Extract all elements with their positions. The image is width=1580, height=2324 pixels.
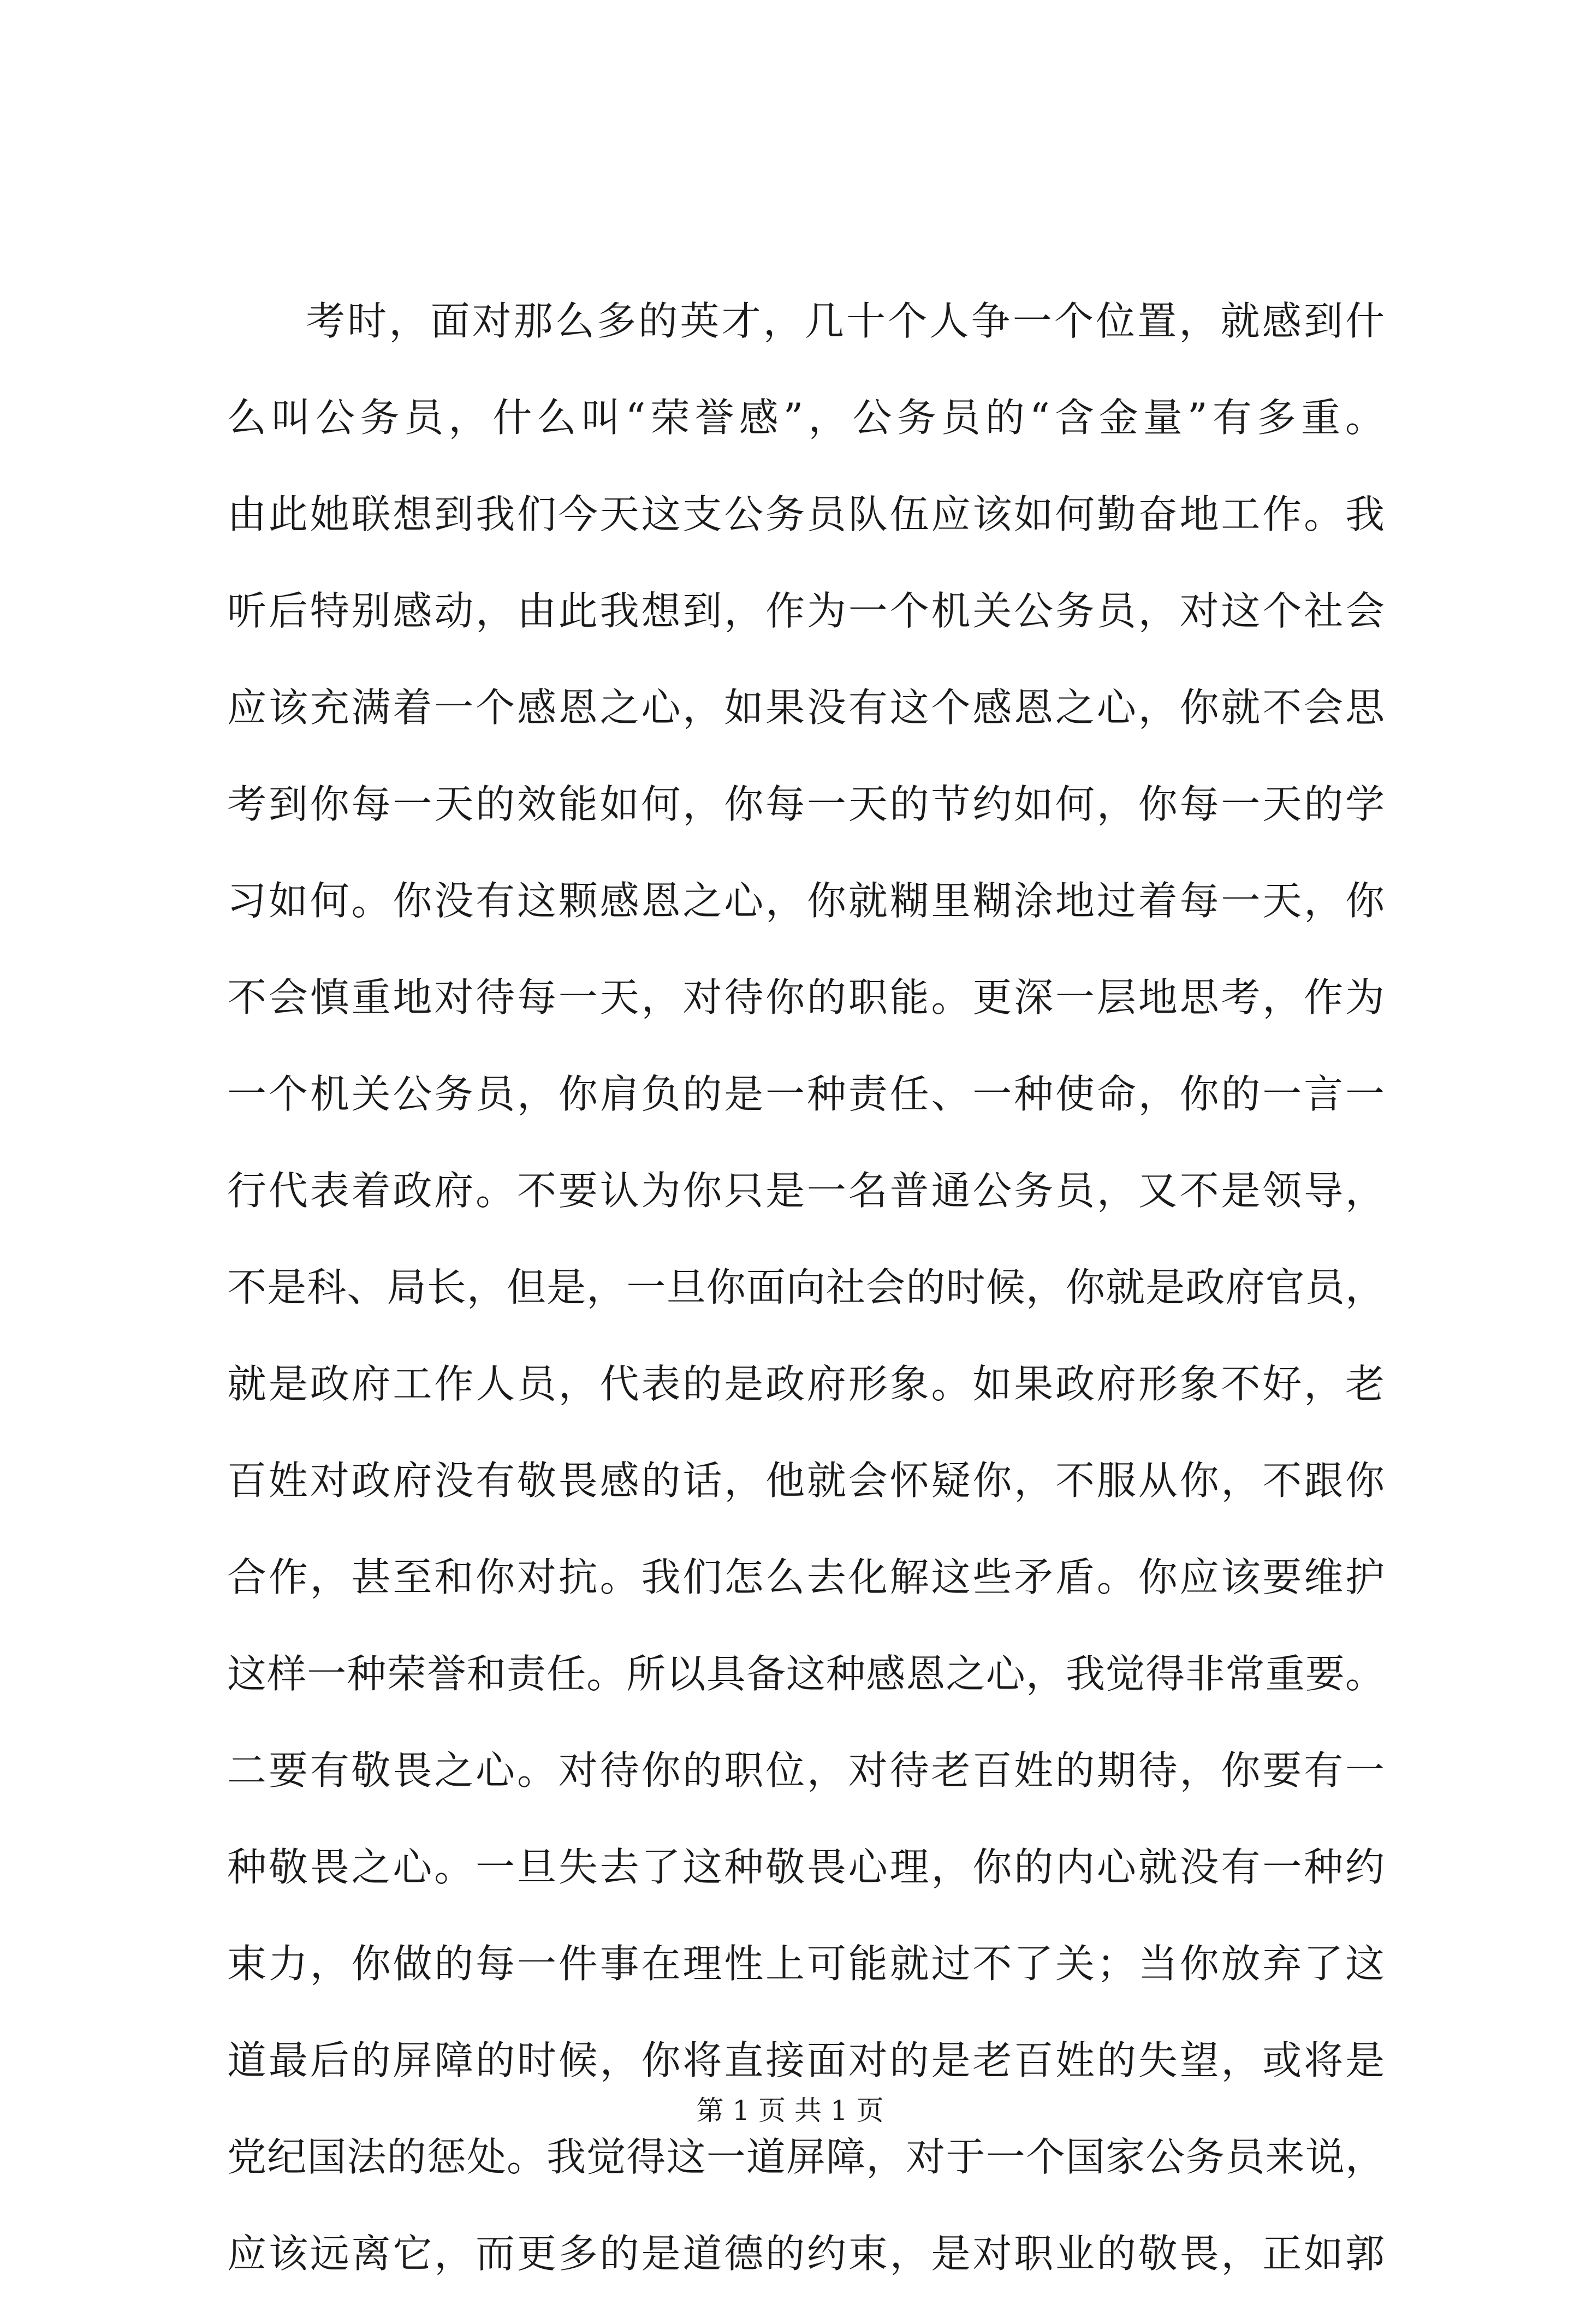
text-line-1: 考时，面对那么多的英才，几十个人争一个位置，就感到什	[306, 298, 1385, 344]
text-line-15: 这样一种荣誉和责任。所以具备这种感恩之心，我觉得非常重要。	[227, 1651, 1385, 1697]
text-line-3: 由此她联想到我们今天这支公务员队伍应该如何勤奋地工作。我	[227, 491, 1385, 537]
text-line-9: 一个机关公务员，你肩负的是一种责任、一种使命，你的一言一	[227, 1071, 1385, 1117]
text-line-21: 应该远离它，而更多的是道德的约束，是对职业的敬畏，正如郭	[227, 2231, 1385, 2277]
text-line-4: 听后特别感动，由此我想到，作为一个机关公务员，对这个社会	[227, 588, 1385, 634]
text-line-6: 考到你每一天的效能如何，你每一天的节约如何，你每一天的学	[227, 781, 1385, 827]
text-line-19: 道最后的屏障的时候，你将直接面对的是老百姓的失望，或将是	[227, 2037, 1385, 2083]
body-text	[227, 295, 1385, 2324]
text-line-18: 束力，你做的每一件事在理性上可能就过不了关；当你放弃了这	[227, 1941, 1385, 1987]
text-line-16: 二要有敬畏之心。对待你的职位，对待老百姓的期待，你要有一	[227, 1748, 1385, 1793]
text-line-11: 不是科、局长，但是，一旦你面向社会的时候，你就是政府官员，	[227, 1264, 1385, 1310]
text-line-12: 就是政府工作人员，代表的是政府形象。如果政府形象不好，老	[227, 1361, 1385, 1407]
text-line-20: 党纪国法的惩处。我觉得这一道屏障，对于一个国家公务员来说，	[227, 2134, 1385, 2180]
text-line-7: 习如何。你没有这颗感恩之心，你就糊里糊涂地过着每一天，你	[227, 878, 1385, 924]
text-line-8: 不会慎重地对待每一天，对待你的职能。更深一层地思考，作为	[227, 974, 1385, 1020]
text-line-14: 合作，甚至和你对抗。我们怎么去化解这些矛盾。你应该要维护	[227, 1554, 1385, 1600]
text-line-5: 应该充满着一个感恩之心，如果没有这个感恩之心，你就不会思	[227, 685, 1385, 730]
text-line-10: 行代表着政府。不要认为你只是一名普通公务员，又不是领导，	[227, 1168, 1385, 1214]
page-number-label: 第 1 页 共 1 页	[696, 2095, 884, 2126]
text-line-13: 百姓对政府没有敬畏感的话，他就会怀疑你，不服从你，不跟你	[227, 1458, 1385, 1503]
text-line-17: 种敬畏之心。一旦失去了这种敬畏心理，你的内心就没有一种约	[227, 1844, 1385, 1890]
text-line-2: 么叫公务员，什么叫“荣誉感”，公务员的“含金量”有多重。	[227, 395, 1385, 441]
page-footer	[0, 2094, 1580, 2127]
